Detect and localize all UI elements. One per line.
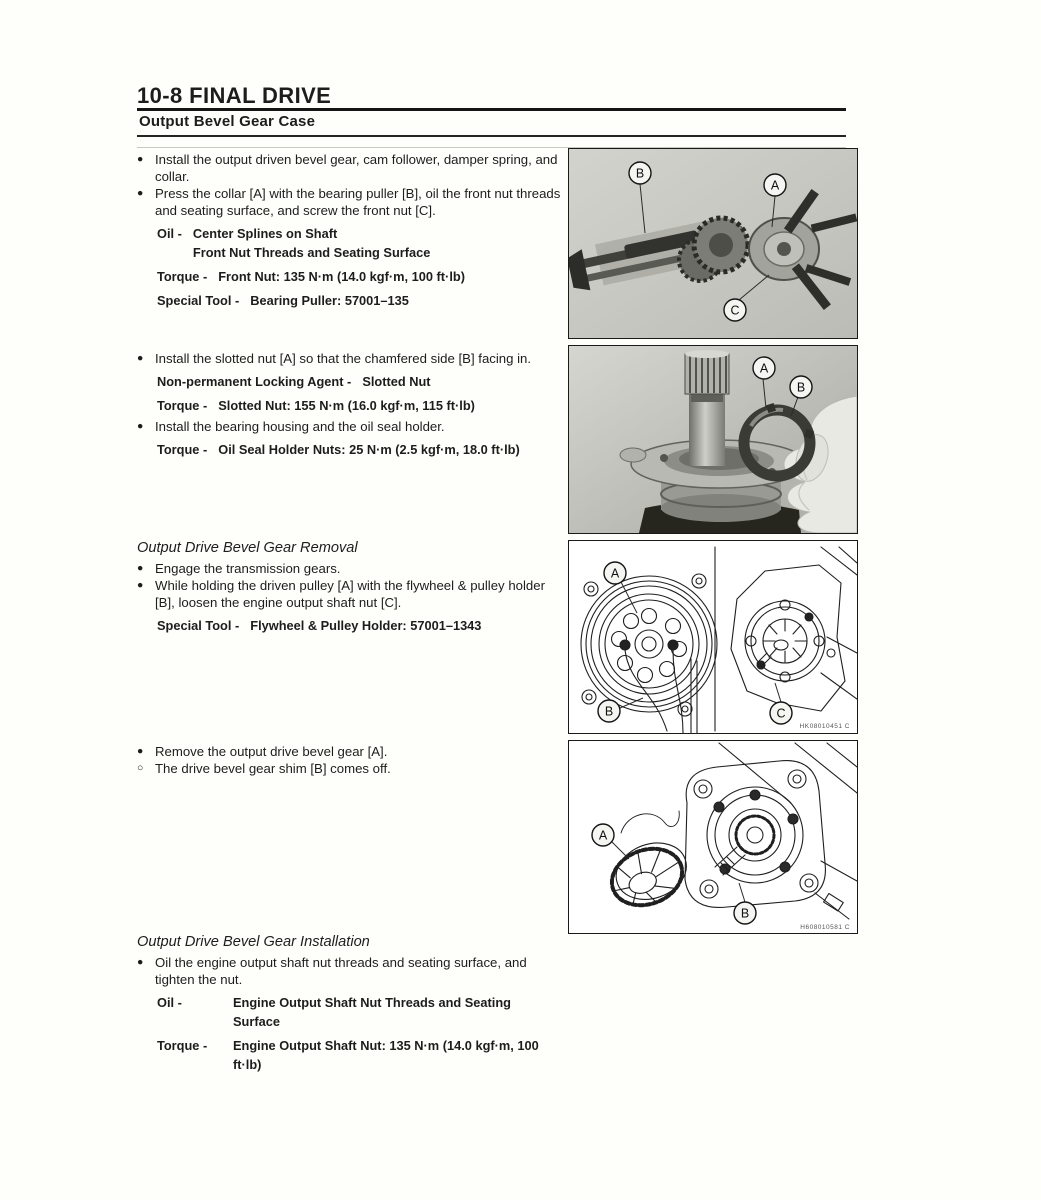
note-bullet	[137, 760, 561, 777]
callout-c	[724, 299, 746, 321]
svg-text:C: C	[730, 303, 740, 318]
oil-spec-value: Center Splines on Shaft Front Nut Threads and Seating Surface	[192, 226, 431, 260]
open-bullet-icon: ○	[137, 762, 144, 774]
special-tool-spec: Special Tool - Bearing Puller: 57001–135	[157, 293, 409, 308]
bullet-icon: ●	[137, 562, 144, 574]
instruction-bullet	[137, 350, 561, 367]
instruction-text: Press the collar [A] with the bearing puller [B], oil the front nut threads and seating surface, and screw the front nut [C].	[155, 186, 561, 218]
svg-text:B: B	[635, 166, 645, 181]
locking-agent-spec: Non-permanent Locking Agent - Slotted Nut	[157, 374, 431, 389]
svg-text:A: A	[610, 566, 620, 581]
instruction-text: While holding the driven pulley [A] with the flywheel & pulley holder [B], loosen the engine output shaft nut [C].	[155, 578, 545, 610]
slotted-nut-illustration	[569, 346, 857, 533]
instruction-bullet	[137, 151, 561, 185]
callout-b	[598, 700, 620, 722]
bullet-icon: ●	[137, 153, 144, 165]
instruction-text: Install the bearing housing and the oil seal holder.	[155, 419, 445, 434]
torque-spec-label: Torque -	[157, 398, 208, 413]
torque-spec: Torque - Slotted Nut: 155 N·m (16.0 kgf·m, 115 ft·lb)	[157, 398, 475, 413]
figure-flywheel-holder-drawing	[568, 540, 858, 734]
torque-spec: Torque - Engine Output Shaft Nut: 135 N·m (14.0 kgf·m, 100 ft·lb)	[157, 1038, 539, 1072]
instruction-bullet	[137, 560, 561, 577]
svg-text:C: C	[776, 706, 786, 721]
bullet-icon: ●	[137, 956, 144, 968]
svg-text:B: B	[740, 906, 750, 921]
svg-text:B: B	[604, 704, 614, 719]
figure-bearing-puller-photo	[568, 148, 858, 339]
special-tool-spec: Special Tool - Flywheel & Pulley Holder: 57001–1343	[157, 618, 482, 633]
section-rule	[137, 135, 846, 137]
callout-b	[790, 376, 812, 398]
callout-c	[770, 702, 792, 724]
step-block-gear-installation	[137, 933, 561, 1074]
note-text: The drive bevel gear shim [B] comes off.	[155, 761, 391, 776]
instruction-text: Oil the engine output shaft nut threads and seating surface, and tighten the nut.	[155, 955, 527, 987]
svg-text:A: A	[759, 361, 769, 376]
instruction-text: Install the slotted nut [A] so that the chamfered side [B] facing in.	[155, 351, 532, 366]
callout-a	[604, 562, 626, 584]
title-rule	[137, 108, 846, 111]
bullet-icon: ●	[137, 420, 144, 432]
step-block-slotted-nut	[137, 350, 561, 459]
callout-a	[592, 824, 614, 846]
figure-bevel-gear-drawing	[568, 740, 858, 934]
torque-spec-label: Torque -	[157, 442, 208, 457]
bullet-icon: ●	[137, 352, 144, 364]
instruction-bullet	[137, 577, 561, 611]
procedure-heading: Output Drive Bevel Gear Removal	[137, 540, 358, 556]
instruction-text: Remove the output drive bevel gear [A].	[155, 744, 388, 759]
instruction-bullet	[137, 954, 561, 988]
callout-b	[734, 902, 756, 924]
figure-code: HK08010451 C	[799, 723, 850, 730]
instruction-bullet	[137, 418, 561, 435]
instruction-bullet	[137, 185, 561, 219]
section-title: Output Bevel Gear Case	[139, 113, 316, 130]
step-block-gear-removal	[137, 539, 561, 635]
bullet-icon: ●	[137, 579, 144, 591]
callout-b	[629, 162, 651, 184]
bullet-icon: ●	[137, 745, 144, 757]
flywheel-holder-illustration	[569, 541, 857, 733]
oil-spec	[157, 224, 561, 262]
instruction-text: Engage the transmission gears.	[155, 561, 341, 576]
svg-text:A: A	[598, 828, 608, 843]
oil-spec-label: Oil -	[157, 226, 182, 241]
bevel-gear-illustration	[569, 741, 857, 933]
bearing-puller-illustration	[569, 149, 857, 338]
step-block-front-nut	[137, 151, 561, 310]
instruction-text: Install the output driven bevel gear, cam follower, damper spring, and collar.	[155, 152, 558, 184]
oil-spec-label: Oil -	[157, 995, 182, 1010]
svg-text:A: A	[770, 178, 780, 193]
special-tool-label: Special Tool -	[157, 293, 240, 308]
procedure-heading: Output Drive Bevel Gear Installation	[137, 934, 370, 950]
torque-spec: Torque - Front Nut: 135 N·m (14.0 kgf·m, 100 ft·lb)	[157, 269, 465, 284]
torque-spec-label: Torque -	[157, 1038, 208, 1053]
bullet-icon: ●	[137, 187, 144, 199]
splined-shaft	[685, 350, 729, 466]
torque-spec-label: Torque -	[157, 269, 208, 284]
instruction-bullet	[137, 743, 561, 760]
svg-text:B: B	[796, 380, 806, 395]
callout-a	[764, 174, 786, 196]
step-block-gear-remove-note	[137, 743, 561, 777]
figure-slotted-nut-photo	[568, 345, 858, 534]
callout-a	[753, 357, 775, 379]
oil-spec: Oil - Engine Output Shaft Nut Threads and Seating Surface	[157, 995, 511, 1029]
locking-agent-label: Non-permanent Locking Agent -	[157, 374, 352, 389]
page-title: 10-8 FINAL DRIVE	[137, 83, 332, 108]
special-tool-label: Special Tool -	[157, 618, 240, 633]
figure-code: H608010581 C	[800, 924, 850, 931]
torque-spec: Torque - Oil Seal Holder Nuts: 25 N·m (2.5 kgf·m, 18.0 ft·lb)	[157, 442, 520, 457]
